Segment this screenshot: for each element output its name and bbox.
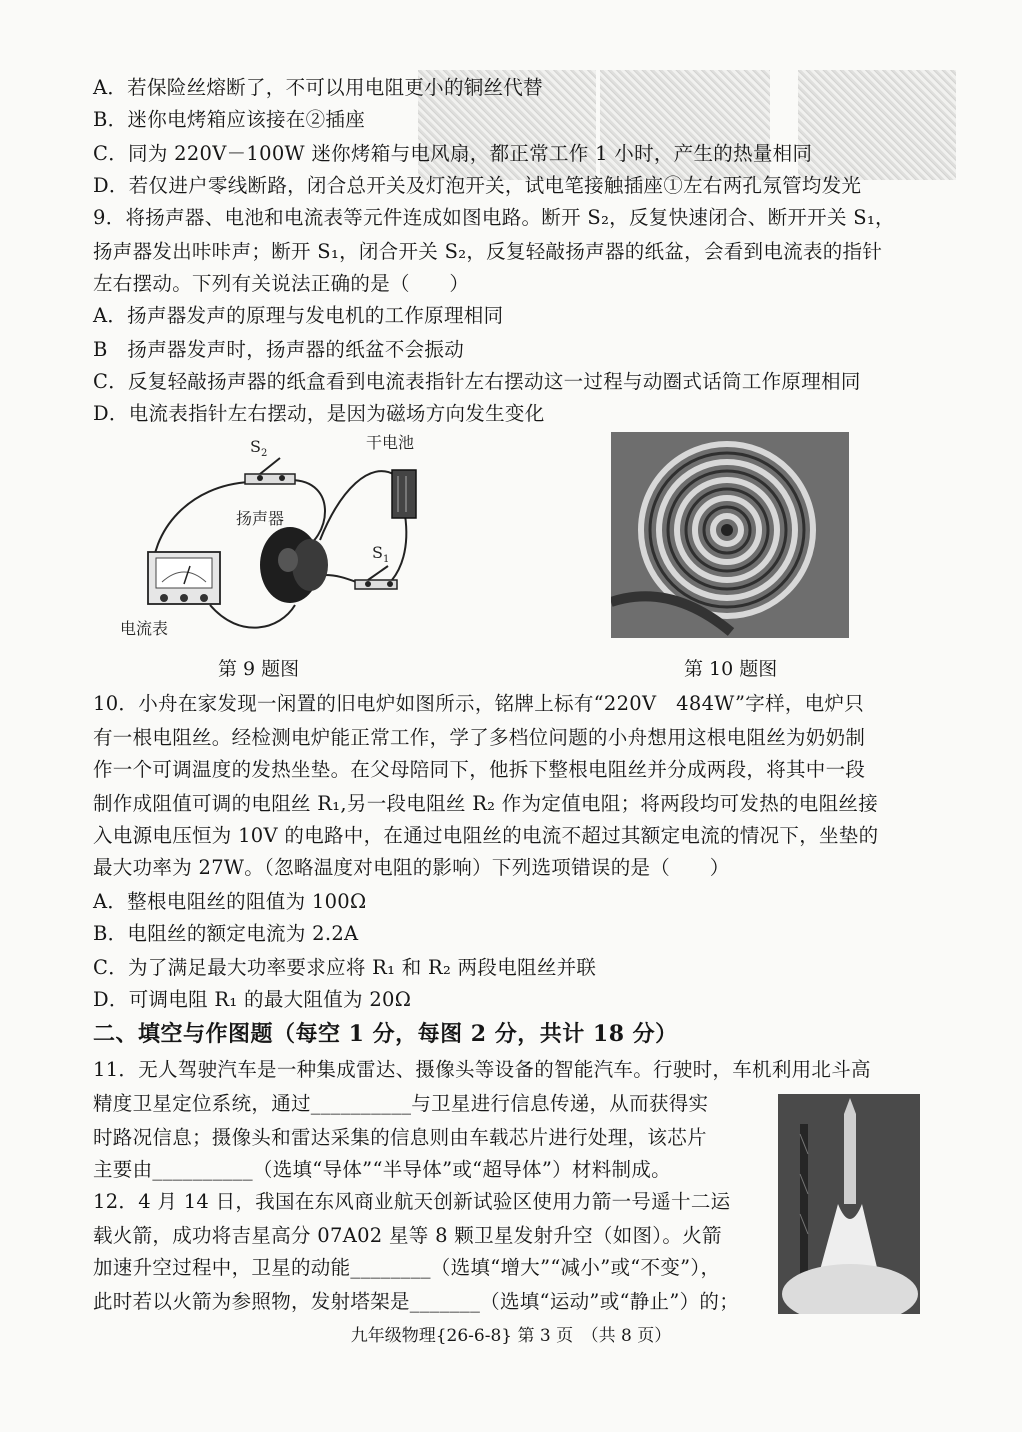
section-2-heading: 二、填空与作图题（每空 1 分，每图 2 分，共计 18 分） [93,1021,678,1047]
q10-option-c: C．为了满足最大功率要求应将 R₁ 和 R₂ 两段电阻丝并联 [93,956,597,979]
stove-coil-graphic [611,432,849,638]
page-footer: 九年级物理{26-6-8} 第 3 页 （共 8 页） [350,1326,672,1346]
q12-line-4: 此时若以火箭为参照物，发射塔架是_______（选填“运动”或“静止”）的； [93,1290,740,1313]
q10-option-a: A．整根电阻丝的阻值为 100Ω [93,890,367,913]
scan-smudge-3 [798,70,956,180]
label-s2: $S_2$ [250,437,268,459]
q8-option-a: A．若保险丝熔断了，不可以用电阻更小的铜丝代替 [93,76,543,99]
q9-option-d: D．电流表指针左右摆动，是因为磁场方向发生变化 [93,402,545,425]
label-s1: $S_1$ [372,543,390,565]
rocket-launch-graphic [778,1094,920,1314]
figure-10-caption: 第 10 题图 [684,658,778,680]
q11-line-4: 主要由__________（选填“导体”“半导体”或“超导体”）材料制成。 [93,1158,671,1181]
q10-stem-line-6: 最大功率为 27W。（忽略温度对电阻的影响）下列选项错误的是（ ） [93,856,730,879]
q12-line-3: 加速升空过程中，卫星的动能________（选填“增大”“减小”或“不变”）， [93,1256,721,1279]
figure-9-circuit [110,430,440,650]
figure-9-caption: 第 9 题图 [218,658,300,680]
q10-stem-line-3: 作一个可调温度的发热坐垫。在父母陪同下，他拆下整根电阻丝并分成两段，将其中一段 [93,758,866,781]
label-battery: 干电池 [366,433,415,452]
q10-stem-line-5: 入电源电压恒为 10V 的电路中，在通过电阻丝的电流不超过其额定电流的情况下，坐垫的 [93,824,879,847]
q9-option-b: B 扬声器发声时，扬声器的纸盆不会振动 [93,338,465,361]
q10-stem-line-4: 制作成阻值可调的电阻丝 R₁,另一段电阻丝 R₂ 作为定值电阻；将两段均可发热的电阻丝接 [93,792,878,815]
label-s1-subscript: 1 [382,554,390,565]
q11-line-3: 时路况信息；摄像头和雷达采集的信息则由车载芯片进行处理，该芯片 [93,1126,707,1149]
q8-option-c: C．同为 220V－100W 迷你烤箱与电风扇，都正常工作 1 小时，产生的热量相同 [93,142,813,165]
q10-option-b: B．电阻丝的额定电流为 2.2A [93,922,359,945]
label-speaker: 扬声器 [236,509,285,528]
q12-line-1: 12．4 月 14 日，我国在东风商业航天创新试验区使用力箭一号遥十二运 [93,1190,731,1213]
q12-line-2: 载火箭，成功将吉星高分 07A02 星等 8 颗卫星发射升空（如图）。火箭 [93,1224,722,1247]
q9-option-a: A．扬声器发声的原理与发电机的工作原理相同 [93,304,504,327]
q8-option-b: B．迷你电烤箱应该接在②插座 [93,108,366,131]
q9-option-c: C．反复轻敲扬声器的纸盒看到电流表指针左右摆动这一过程与动圈式话筒工作原理相同 [93,370,861,393]
q8-option-d: D．若仅进户零线断路，闭合总开关及灯泡开关，试电笔接触插座①左右两孔氖管均发光 [93,174,862,197]
q9-stem-line-3: 左右摆动。下列有关说法正确的是（ ） [93,272,470,295]
q9-stem-line-1: 9．将扬声器、电池和电流表等元件连成如图电路。断开 S₂，反复快速闭合、断开开关 S₁， [93,206,895,229]
q11-line-1: 11．无人驾驶汽车是一种集成雷达、摄像头等设备的智能汽车。行驶时，车机利用北斗高 [93,1058,871,1081]
q9-stem-line-2: 扬声器发出咔咔声；断开 S₁，闭合开关 S₂，反复轻敲扬声器的纸盆，会看到电流表的指针 [93,240,883,263]
q10-stem-line-1: 10．小舟在家发现一闲置的旧电炉如图所示，铭牌上标有“220V 484W”字样，电炉只 [93,692,865,715]
q10-option-d: D．可调电阻 R₁ 的最大阻值为 20Ω [93,988,412,1011]
label-s2-subscript: 2 [260,448,268,459]
label-ammeter: 电流表 [120,619,169,638]
q10-stem-line-2: 有一根电阻丝。经检测电炉能正常工作，学了多档位问题的小舟想用这根电阻丝为奶奶制 [93,726,866,749]
rocket-launch-photo [778,1094,920,1314]
q11-line-2: 精度卫星定位系统，通过__________与卫星进行信息传递，从而获得实 [93,1092,709,1115]
figure-10-stove-photo [611,432,849,638]
